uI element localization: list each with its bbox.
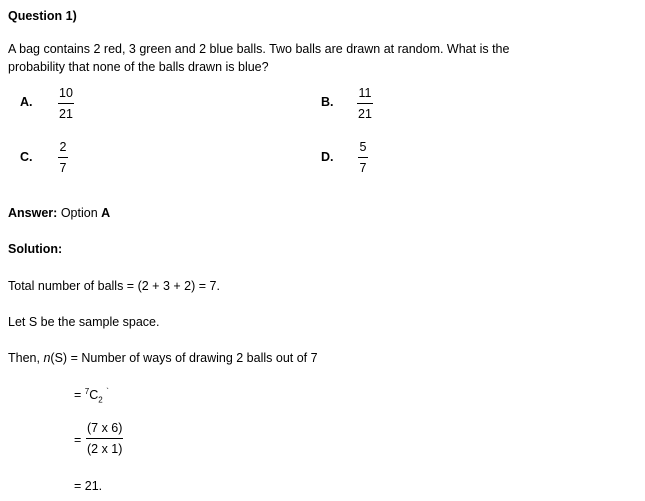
combination-line	[74, 387, 109, 405]
option-b-denominator: 21	[358, 107, 372, 121]
option-b-fraction	[357, 86, 373, 121]
option-a-label: A.	[20, 95, 33, 109]
question-text-line2: probability that none of the balls drawn is blue?	[8, 60, 269, 74]
fraction-bar	[358, 157, 368, 158]
option-b-numerator: 11	[358, 86, 372, 100]
option-a-denominator: 21	[59, 107, 73, 121]
ways-text: = Number of ways of drawing 2 balls out of 7	[70, 351, 318, 365]
solution-line-total: Total number of balls = (2 + 3 + 2) = 7.	[8, 279, 220, 293]
solution-line-sample-space: Let S be the sample space.	[8, 315, 160, 329]
combination-subscript: 2	[98, 395, 103, 405]
answer-prefix: Answer:	[8, 206, 58, 220]
option-a-fraction	[58, 86, 74, 121]
answer-option: A	[101, 206, 111, 220]
option-c-numerator: 2	[59, 140, 67, 154]
question-text	[8, 40, 612, 76]
equals-sign: =	[74, 388, 82, 403]
option-d-fraction	[358, 140, 368, 175]
fraction-bar	[357, 103, 373, 104]
solution-fraction-denominator: (2 x 1)	[87, 442, 123, 456]
option-a-numerator: 10	[59, 86, 73, 100]
question-text-line1: A bag contains 2 red, 3 green and 2 blue balls. Two balls are drawn at random. What is the	[8, 42, 510, 56]
fraction-equals: =	[74, 433, 82, 447]
solution-fraction	[86, 421, 123, 456]
fraction-bar	[86, 438, 123, 439]
solution-fraction-numerator: (7 x 6)	[87, 421, 123, 435]
n-symbol: n	[43, 351, 51, 365]
option-d-label: D.	[321, 150, 334, 164]
solution-line-ways	[8, 351, 318, 365]
option-c-fraction	[58, 140, 68, 175]
question-title: Question 1)	[8, 9, 77, 23]
then-prefix: Then,	[8, 351, 40, 365]
option-d-denominator: 7	[359, 161, 367, 175]
combination-tick: `	[106, 387, 109, 396]
answer-text: Option	[60, 206, 98, 220]
solution-heading: Solution:	[8, 242, 63, 256]
combination-c: C	[89, 388, 99, 403]
s-symbol: (S)	[50, 351, 68, 365]
fraction-bar	[58, 157, 68, 158]
option-d-numerator: 5	[359, 140, 367, 154]
fraction-bar	[58, 103, 74, 104]
option-b-label: B.	[321, 95, 334, 109]
solution-result: = 21.	[74, 479, 103, 493]
option-c-denominator: 7	[59, 161, 67, 175]
answer-line	[8, 206, 110, 220]
combination-superscript: 7	[84, 387, 90, 396]
option-c-label: C.	[20, 150, 33, 164]
